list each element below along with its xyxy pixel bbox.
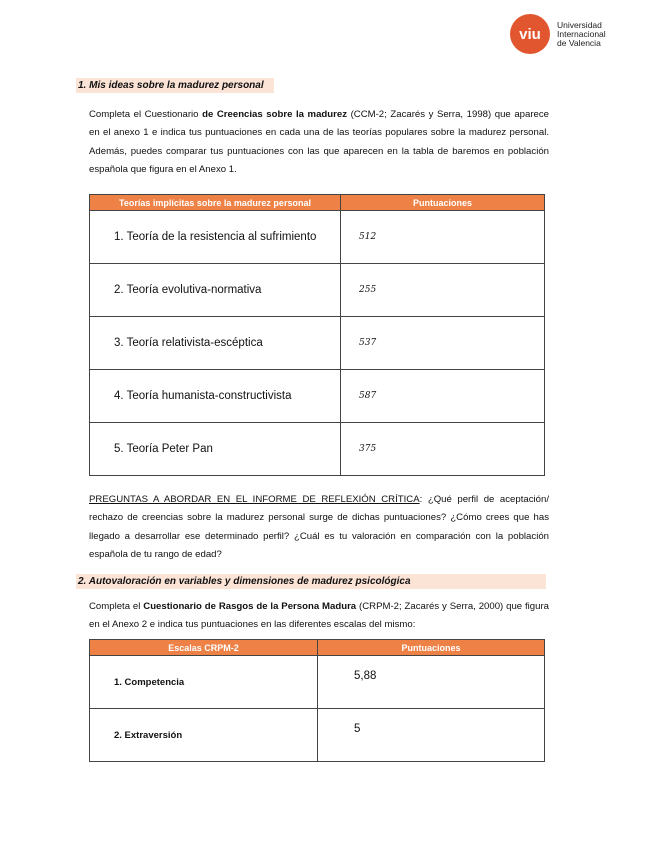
theory-label: 4. Teoría humanista-constructivista bbox=[90, 370, 341, 423]
table-row bbox=[90, 709, 545, 762]
theory-label: 1. Teoría de la resistencia al sufrimiento bbox=[90, 211, 341, 264]
section-2-title: 2. Autovaloración en variables y dimensiones de madurez psicológica bbox=[76, 574, 546, 589]
scale-label: 2. Extraversión bbox=[90, 709, 318, 762]
col-header-scores: Puntuaciones bbox=[341, 195, 545, 211]
intro-text-bold: de Creencias sobre la madurez bbox=[202, 109, 347, 120]
table-row bbox=[90, 423, 545, 476]
section-1-intro bbox=[89, 106, 549, 179]
table-row bbox=[90, 317, 545, 370]
theory-label: 3. Teoría relativista-escéptica bbox=[90, 317, 341, 370]
scale-score: 5 bbox=[318, 709, 545, 762]
university-logo bbox=[510, 14, 606, 54]
theory-score: 537 bbox=[341, 317, 545, 370]
table-header-row bbox=[90, 195, 545, 211]
crpm-table bbox=[89, 639, 545, 762]
scale-score: 5,88 bbox=[318, 656, 545, 709]
section-2-intro bbox=[89, 598, 549, 635]
viu-logo-icon: viu bbox=[510, 14, 550, 54]
intro2-text-c: (CRPM-2; Zacarés y Serra, 2000) que figura en el Anexo 2 e indica tus puntuaciones en las diferentes escalas del mismo: bbox=[89, 601, 550, 631]
table-row bbox=[90, 264, 545, 317]
section-1-title: 1. Mis ideas sobre la madurez personal bbox=[76, 78, 274, 93]
table-row bbox=[90, 370, 545, 423]
beliefs-table bbox=[89, 194, 545, 476]
table-header-row bbox=[90, 640, 545, 656]
theory-score: 375 bbox=[341, 423, 545, 476]
scale-label: 1. Competencia bbox=[90, 656, 318, 709]
theory-score: 587 bbox=[341, 370, 545, 423]
logo-text bbox=[557, 21, 606, 48]
col-header-scores: Puntuaciones bbox=[318, 640, 545, 656]
intro-text-a: Completa el Cuestionario bbox=[89, 109, 203, 120]
theory-label: 2. Teoría evolutiva-normativa bbox=[90, 264, 341, 317]
table-row bbox=[90, 211, 545, 264]
col-header-theories: Teorías implícitas sobre la madurez personal bbox=[90, 195, 341, 211]
logo-line-2: Internacional bbox=[557, 28, 606, 39]
intro2-text-bold: Cuestionario de Rasgos de la Persona Madura bbox=[143, 601, 357, 612]
intro2-text-a: Completa el bbox=[89, 601, 144, 612]
questions-text: : ¿Qué perfil de aceptación/ rechazo de creencias sobre la madurez personal surge de dichas puntuaciones? ¿Cómo crees que has llegado a desarrollar ese determinado perfil? ¿Cuál es tu valoración en comparación con la población española de tu rango de edad? bbox=[89, 494, 549, 560]
intro-text-c: (CCM-2; Zacarés y Serra, 1998) que aparece en el anexo 1 e indica tus puntuaciones en cada una de las teorías populares sobre la madurez personal. Además, puedes comparar tus puntuaciones con las que aparecen en la tabla de baremos en población española que figura en el Anexo 1. bbox=[89, 109, 549, 175]
theory-score: 255 bbox=[341, 264, 545, 317]
questions-label: PREGUNTAS A ABORDAR EN EL INFORME DE REFLEXIÓN CRÍTICA bbox=[89, 494, 420, 505]
table-row bbox=[90, 656, 545, 709]
logo-line-1: Universidad bbox=[557, 19, 602, 30]
col-header-scales: Escalas CRPM-2 bbox=[90, 640, 318, 656]
theory-label: 5. Teoría Peter Pan bbox=[90, 423, 341, 476]
reflection-questions bbox=[89, 491, 549, 564]
theory-score: 512 bbox=[341, 211, 545, 264]
logo-line-3: de Valencia bbox=[557, 37, 601, 48]
